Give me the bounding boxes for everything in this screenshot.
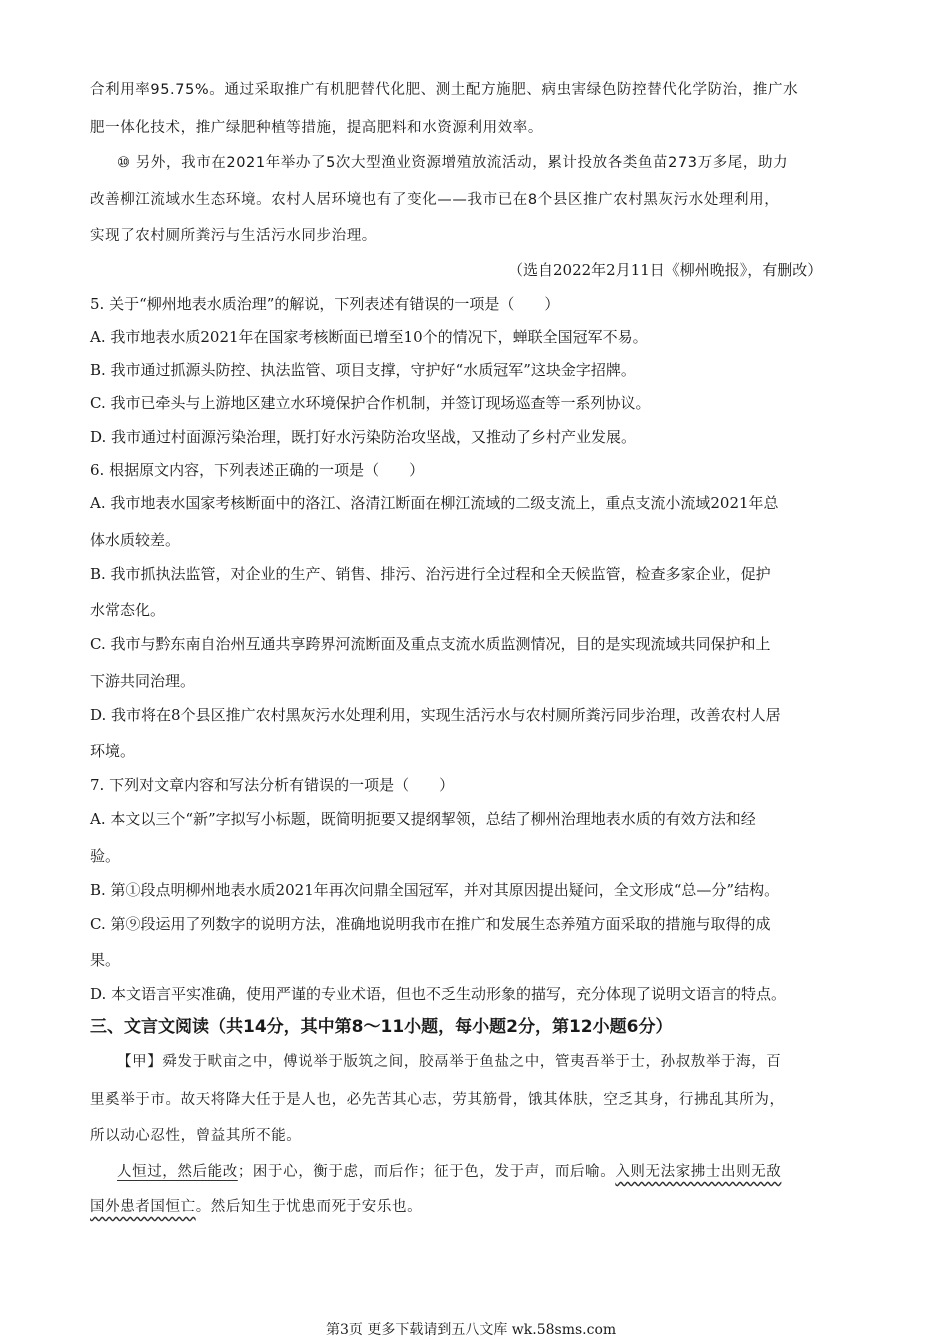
question-7-option-a-cont: 验。 [90,847,121,865]
wavy-underlined-sentence: 入则无法家拂士出则无敌 [615,1164,782,1180]
source-citation: （选自2022年2月11日《柳州晚报》，有删改） [508,261,823,279]
wavy-underlined-sentence: 国外患者国恒亡 [90,1199,196,1215]
question-6-option-c: C. 我市与黔东南自治州互通共享跨界河流断面及重点支流水质监测情况，目的是实现流域共同保护和上 [90,635,771,653]
question-6-option-d-cont: 环境。 [90,742,136,760]
classical-text-line [90,1197,422,1217]
question-5-option-d: D. 我市通过村面源污染治理，既打好水污染防治攻坚战，又推动了乡村产业发展。 [90,428,637,446]
classical-text-line: 里奚举于市。故天将降大任于是人也，必先苦其心志，劳其筋骨，饿其体肤，空乏其身，行拂乱其所为， [90,1092,785,1108]
question-6-option-b: B. 我市抓执法监管，对企业的生产、销售、排污、治污进行全过程和全天候监管，检查多家企业，促护 [90,565,771,583]
passage-line: 改善柳江流域水生态环境。农村人居环境也有了变化——我市已在8个县区推广农村黑灰污水处理利用， [90,192,780,208]
passage-line: 合利用率95.75%。通过采取推广有机肥替代化肥、测土配方施肥、病虫害绿色防控替代化学防治，推广水 [90,82,799,98]
question-5-option-b: B. 我市通过抓源头防控、执法监管、项目支撑，守护好“水质冠军”这块金字招牌。 [90,361,636,379]
page-footer: 第3页 更多下载请到五八文库 wk.58sms.com [326,1322,617,1338]
passage-paragraph-10: ⑩ 另外，我市在2021年举办了5次大型渔业资源增殖放流活动，累计投放各类鱼苗273万多尾，助力 [117,155,789,171]
passage-line: 实现了农村厕所粪污与生活污水同步治理。 [90,228,377,244]
question-7-option-c: C. 第⑨段运用了列数字的说明方法，准确地说明我市在推广和发展生态养殖方面采取的措施与取得的成 [90,915,771,933]
classical-text-line: 所以动心忍性，曾益其所不能。 [90,1128,302,1144]
classical-text-segment: 。然后知生于忧患而死于安乐也。 [195,1199,423,1215]
question-7-option-d: D. 本文语言平实准确，使用严谨的专业术语，但也不乏生动形象的描写，充分体现了说明文语言的特点。 [90,985,787,1003]
question-7-option-b: B. 第①段点明柳州地表水质2021年再次问鼎全国冠军，并对其原因提出疑问，全文形成“总—分”结构。 [90,881,780,899]
question-6-stem: 6. 根据原文内容，下列表述正确的一项是（ ） [90,461,425,479]
underlined-sentence: 人恒过，然后能改 [117,1164,238,1180]
classical-text-line [117,1162,781,1182]
section-3-title: 三、文言文阅读（共14分，其中第8～11小题，每小题2分，第12小题6分） [90,1017,673,1037]
question-5-stem: 5. 关于“柳州地表水质治理”的解说，下列表述有错误的一项是（ ） [90,295,560,313]
passage-line: 肥一体化技术，推广绿肥种植等措施，提高肥料和水资源利用效率。 [90,120,543,136]
question-5-option-c: C. 我市已牵头与上游地区建立水环境保护合作机制，并签订现场巡查等一系列协议。 [90,394,651,412]
question-6-option-d: D. 我市将在8个县区推广农村黑灰污水处理利用，实现生活污水与农村厕所粪污同步治理，改善农村人居 [90,706,781,724]
question-6-option-a: A. 我市地表水国家考核断面中的洛江、洛清江断面在柳江流域的二级支流上，重点支流小流域2021年总 [90,494,779,512]
question-6-option-a-cont: 体水质较差。 [90,531,181,549]
classical-text-line: 【甲】舜发于畎亩之中，傅说举于版筑之间，胶鬲举于鱼盐之中，管夷吾举于士，孙叔敖举于海，百 [117,1054,782,1070]
question-7-stem: 7. 下列对文章内容和写法分析有错误的一项是（ ） [90,776,455,794]
question-6-option-b-cont: 水常态化。 [90,601,166,619]
question-6-option-c-cont: 下游共同治理。 [90,672,196,690]
question-5-option-a: A. 我市地表水质2021年在国家考核断面已增至10个的情况下，蝉联全国冠军不易。 [90,328,648,346]
question-7-option-c-cont: 果。 [90,951,121,969]
question-7-option-a: A. 本文以三个“新”字拟写小标题，既简明扼要又提纲挈领，总结了柳州治理地表水质的有效方法和经 [90,810,756,828]
classical-text-segment: ；困于心，衡于虑，而后作；征于色，发于声，而后喻。 [237,1164,616,1180]
